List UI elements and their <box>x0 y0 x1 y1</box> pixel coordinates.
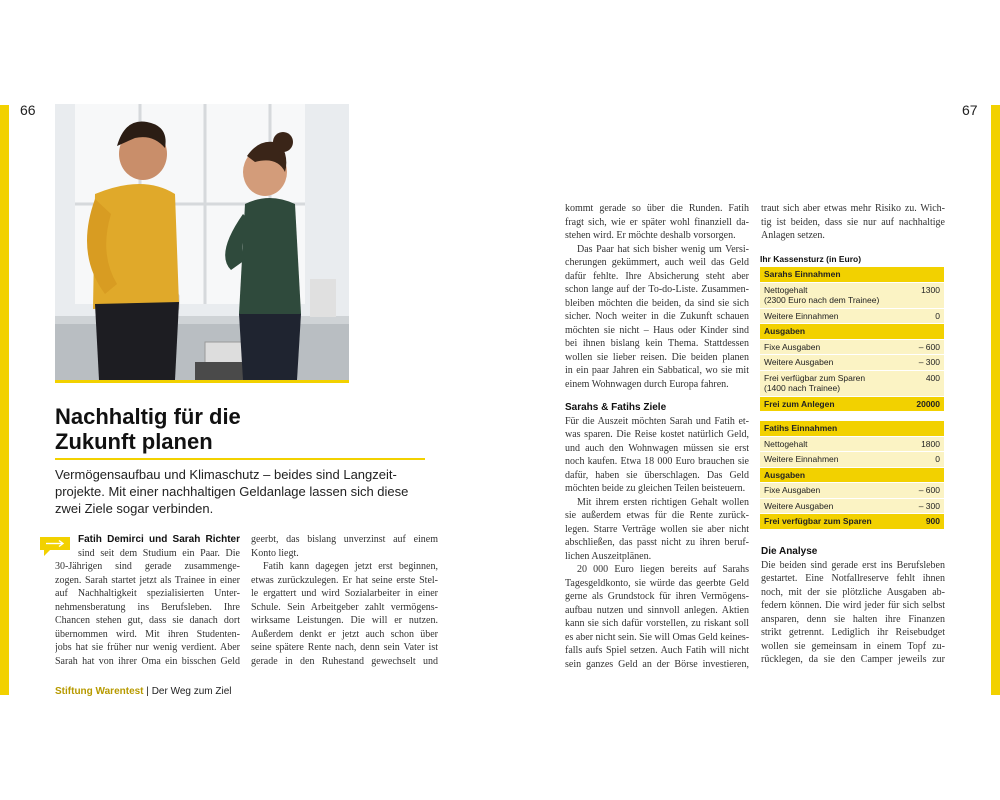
row-value: – 600 <box>918 341 940 352</box>
row-value: 400 <box>925 372 940 383</box>
text-line: Mit ihrem ersten richtigen Gehalt wollen <box>577 496 749 508</box>
text-line: kommt gerade so über die Runden. Fatih <box>565 203 749 214</box>
column-2 <box>251 533 438 668</box>
text-line: kann sie sich dafür vorstellen, zu riskant soll <box>565 618 749 629</box>
row-value: 0 <box>935 454 940 464</box>
text-line: Fatih kann dagegen jetzt erst beginnen, <box>263 561 438 572</box>
text-line: fragt sich, wie er später wohl finanziell da- <box>565 216 749 228</box>
text-line: aufbau nutzen und sinnvoll anlegen. Aktien <box>565 604 749 616</box>
row-value: 900 <box>925 516 940 526</box>
row-label: Weitere Einnahmen <box>764 310 839 321</box>
table-row <box>760 499 944 515</box>
lead-line: projekte. Mit einer nachhaltigen Geldanlage lassen sich diese <box>55 484 409 499</box>
text-line: Die beiden sind gerade erst ins Berufsleben <box>761 559 945 571</box>
text-line: und auch den Wohnwagen müssen sie erst <box>565 442 749 454</box>
row-label: Weitere Ausgaben <box>764 357 834 367</box>
text-line: Anlagen setzen. <box>761 230 825 241</box>
text-line: es aber nicht sein. Sie will Omas Geld keines- <box>565 631 749 643</box>
text-line: federn können. Die wird jeder für sich selbst <box>761 600 945 611</box>
title-line: Zukunft planen <box>55 429 213 454</box>
row-value: 1300 <box>921 284 940 295</box>
text-line: Schule. Sein Arbeitgeber zahlt vermögens- <box>251 601 438 613</box>
text-line: noch kaufen. Etwa 18 000 Euro brauchen sie <box>565 456 749 467</box>
table-row <box>760 437 944 453</box>
row-label-line: (1400 nach Trainee) <box>764 383 841 393</box>
table-row <box>760 421 944 437</box>
budget-table-fatih <box>760 421 944 530</box>
table-row <box>760 309 944 325</box>
text-line: Das Paar hat sich bisher wenig um Versi- <box>577 243 749 255</box>
analysis-heading: Die Analyse <box>761 546 818 557</box>
page-footer <box>55 686 232 697</box>
table-row <box>760 483 944 499</box>
text-line: geerbt, das bislang unverzinst auf einem <box>251 534 438 545</box>
text-line: schon lange auf der To-do-Liste. Zusammen- <box>565 284 749 295</box>
text-line: gestartet. Eine Notfallreserve fehlt ihnen <box>761 573 945 584</box>
text-line: lichen Auszeitplänen. <box>565 550 652 562</box>
text-line: einem Wohnwagen durch Europa fahren. <box>565 378 729 390</box>
table-row <box>760 267 944 283</box>
text-line: möchten beide zu gleichen Teilen beisteuern. <box>565 483 746 494</box>
text-line: sind seit dem Studium ein Paar. Die <box>78 547 240 559</box>
row-label: Ausgaben <box>764 469 806 480</box>
text-line: 20 000 Euro liegen bereits auf Sarahs <box>577 564 749 575</box>
title-line: Nachhaltig für die <box>55 404 241 429</box>
row-label <box>764 285 879 306</box>
text-line: sein ganzes Geld an der Börse investieren, <box>565 658 749 670</box>
lead-line: zwei Ziele sogar verbinden. <box>55 501 214 516</box>
column-1-opening <box>78 533 240 547</box>
column-1 <box>78 533 240 547</box>
text-line: cherungen gekümmert, auch weil das Geld <box>565 257 749 268</box>
text-line: legen. Starre Verträge wollen sie aber nicht <box>565 523 749 535</box>
text-line: Tagesgeldkonto, sie würde das geerbte Geld <box>565 577 749 589</box>
text-line: Außerdem denkt er jetzt auch schon über <box>251 628 438 640</box>
table-row <box>760 340 944 356</box>
row-label: Nettogehalt <box>764 438 808 449</box>
budget-table-title: Ihr Kassensturz (in Euro) <box>760 254 862 264</box>
text-line: bei ihnen bislang kein Thema. Stattdessen <box>565 338 749 349</box>
text-line: Für die Auszeit möchten Sarah und Fatih et- <box>565 415 749 427</box>
table-row <box>760 468 944 484</box>
row-label-line: (2300 Euro nach dem Trainee) <box>764 295 880 305</box>
page-number-right: 67 <box>962 102 978 118</box>
row-value: 1800 <box>921 438 940 449</box>
column-3 <box>565 202 749 391</box>
text-line: stehen wird. Er möchte deshalb vorsorgen. <box>565 230 736 241</box>
column-4-analysis <box>761 545 945 667</box>
arrow-marker-icon <box>40 534 70 556</box>
left-edge-bar <box>0 105 9 695</box>
page-number-left: 66 <box>20 102 36 118</box>
table-row <box>760 371 944 397</box>
text-line: auf Nachhaltigkeit spezialisierten Unter- <box>55 588 240 599</box>
budget-table-sarah <box>760 267 944 412</box>
row-label: Frei zum Anlegen <box>764 398 835 409</box>
row-label: Fatihs Einnahmen <box>764 423 838 433</box>
text-line: etwas zurückzulegen. Er hat seine erste Stel- <box>251 574 438 586</box>
text-line: abschließen, das passt nicht zu ihren beruf- <box>565 537 749 548</box>
column-3-goals <box>565 401 749 671</box>
text-line: ansparen, denn sie halten ihre Finanzen <box>761 613 945 625</box>
text-line: sicher. Noch weiter in die Zukunft schauen <box>565 311 749 322</box>
couple-photo <box>55 104 349 380</box>
text-line: zogen. Sarah startet jetzt als Trainee in einer <box>55 574 240 586</box>
text-line: tig ist beiden, dass sie nur auf nachhaltige <box>761 216 945 228</box>
right-edge-bar <box>991 105 1000 695</box>
goals-heading: Sarahs & Fatihs Ziele <box>565 402 667 413</box>
row-label: Fixe Ausgaben <box>764 485 821 495</box>
text-line: 30-Jährigen sind gerade zusammenge- <box>55 561 240 572</box>
page-title <box>55 404 425 454</box>
text-line: in ein paar Jahren ein Sabbatical, wo sie mit <box>565 365 749 376</box>
row-label-line: Nettogehalt <box>764 284 808 295</box>
text-line: wollen sie lieber reisen. Die beiden planen <box>565 351 749 363</box>
text-line: jobs hat sie früher nur wenig verdient. Aber <box>55 642 240 653</box>
title-underline <box>55 458 425 460</box>
text-line: möchten sie nicht – Haus oder Kinder sind <box>565 324 749 336</box>
text-line: nehmensberatung ins Berufsleben. Ihre <box>55 601 240 613</box>
row-label: Ausgaben <box>764 326 806 336</box>
row-label <box>764 373 865 394</box>
text-line: sie außerdem etwas für die Rente zurück- <box>565 510 749 521</box>
column-1-body <box>78 547 240 561</box>
footer-separator: | <box>146 686 149 697</box>
table-row <box>760 397 944 413</box>
text-line: gerne als Grundstock für ihren Vermögens- <box>565 591 749 602</box>
row-value: – 300 <box>918 500 940 511</box>
row-value: – 600 <box>918 485 940 495</box>
table-row <box>760 452 944 468</box>
text-line: gerade in den Ruhestand gewechselt und <box>251 655 438 667</box>
table-row <box>760 324 944 340</box>
text-line: was sparen. Die Reise kostet natürlich Geld, <box>565 429 749 440</box>
text-line: le ergattert und wird Sozialarbeiter in einer <box>251 588 438 599</box>
row-label-line: Frei verfügbar zum Sparen <box>764 372 866 383</box>
table-row <box>760 355 944 371</box>
text-line: wirksame Leistungen. Die will er nutzen. <box>251 615 438 626</box>
intro-names: Fatih Demirci und Sarah Richter <box>78 534 240 545</box>
text-line: Konto liegt. <box>251 547 299 559</box>
text-line: wollen sie gemeinsam in einem Topf zu- <box>761 640 945 652</box>
text-line: strikt getrennt. Lediglich ihr Reisebudget <box>761 627 945 638</box>
text-line: dafür, haben sie überschlagen. Das Geld <box>565 469 749 481</box>
text-line: noch, mit der sie plötzliche Ausgaben ab- <box>761 586 945 598</box>
text-line: seine spätere Rente nach, denn sein Vater ist <box>251 642 438 653</box>
row-label: Weitere Ausgaben <box>764 500 834 511</box>
column-1-body-wide <box>55 560 240 668</box>
lead-line: Vermögensaufbau und Klimaschutz – beides sind Langzeit- <box>55 467 397 482</box>
row-label: Sarahs Einnahmen <box>764 269 841 279</box>
text-line: bleiben möchten die beiden, da sind sie sich <box>565 297 749 309</box>
footer-title: Der Weg zum Ziel <box>151 686 232 697</box>
column-4 <box>761 202 945 243</box>
text-line: Sarah hat von ihrer Oma ein bisschen Geld <box>55 655 240 667</box>
lead-paragraph <box>55 466 430 517</box>
row-value: 0 <box>935 310 940 321</box>
row-value: 20000 <box>916 398 940 409</box>
row-label: Weitere Einnahmen <box>764 454 839 464</box>
table-row <box>760 514 944 530</box>
text-line: traut sich aber etwas mehr Risiko zu. Wich- <box>761 203 945 214</box>
table-row <box>760 283 944 309</box>
footer-brand: Stiftung Warentest <box>55 686 144 697</box>
row-value: – 300 <box>918 357 940 367</box>
text-line: falls aufs Spiel setzen. Auch Fatih will nicht <box>565 645 749 656</box>
text-line: übernommen wird. Mit ihren Studenten- <box>55 628 240 640</box>
text-line: rücklegen, da sie den Camper jeweils zur <box>761 654 945 665</box>
row-label: Frei verfügbar zum Sparen <box>764 516 872 526</box>
text-line: Chancen stehen gut, dass sie danach dort <box>55 615 240 626</box>
photo-underline <box>55 380 349 383</box>
row-label: Fixe Ausgaben <box>764 341 821 352</box>
text-line: dafür fehlte. Ihre Absicherung steht aber <box>565 270 749 282</box>
